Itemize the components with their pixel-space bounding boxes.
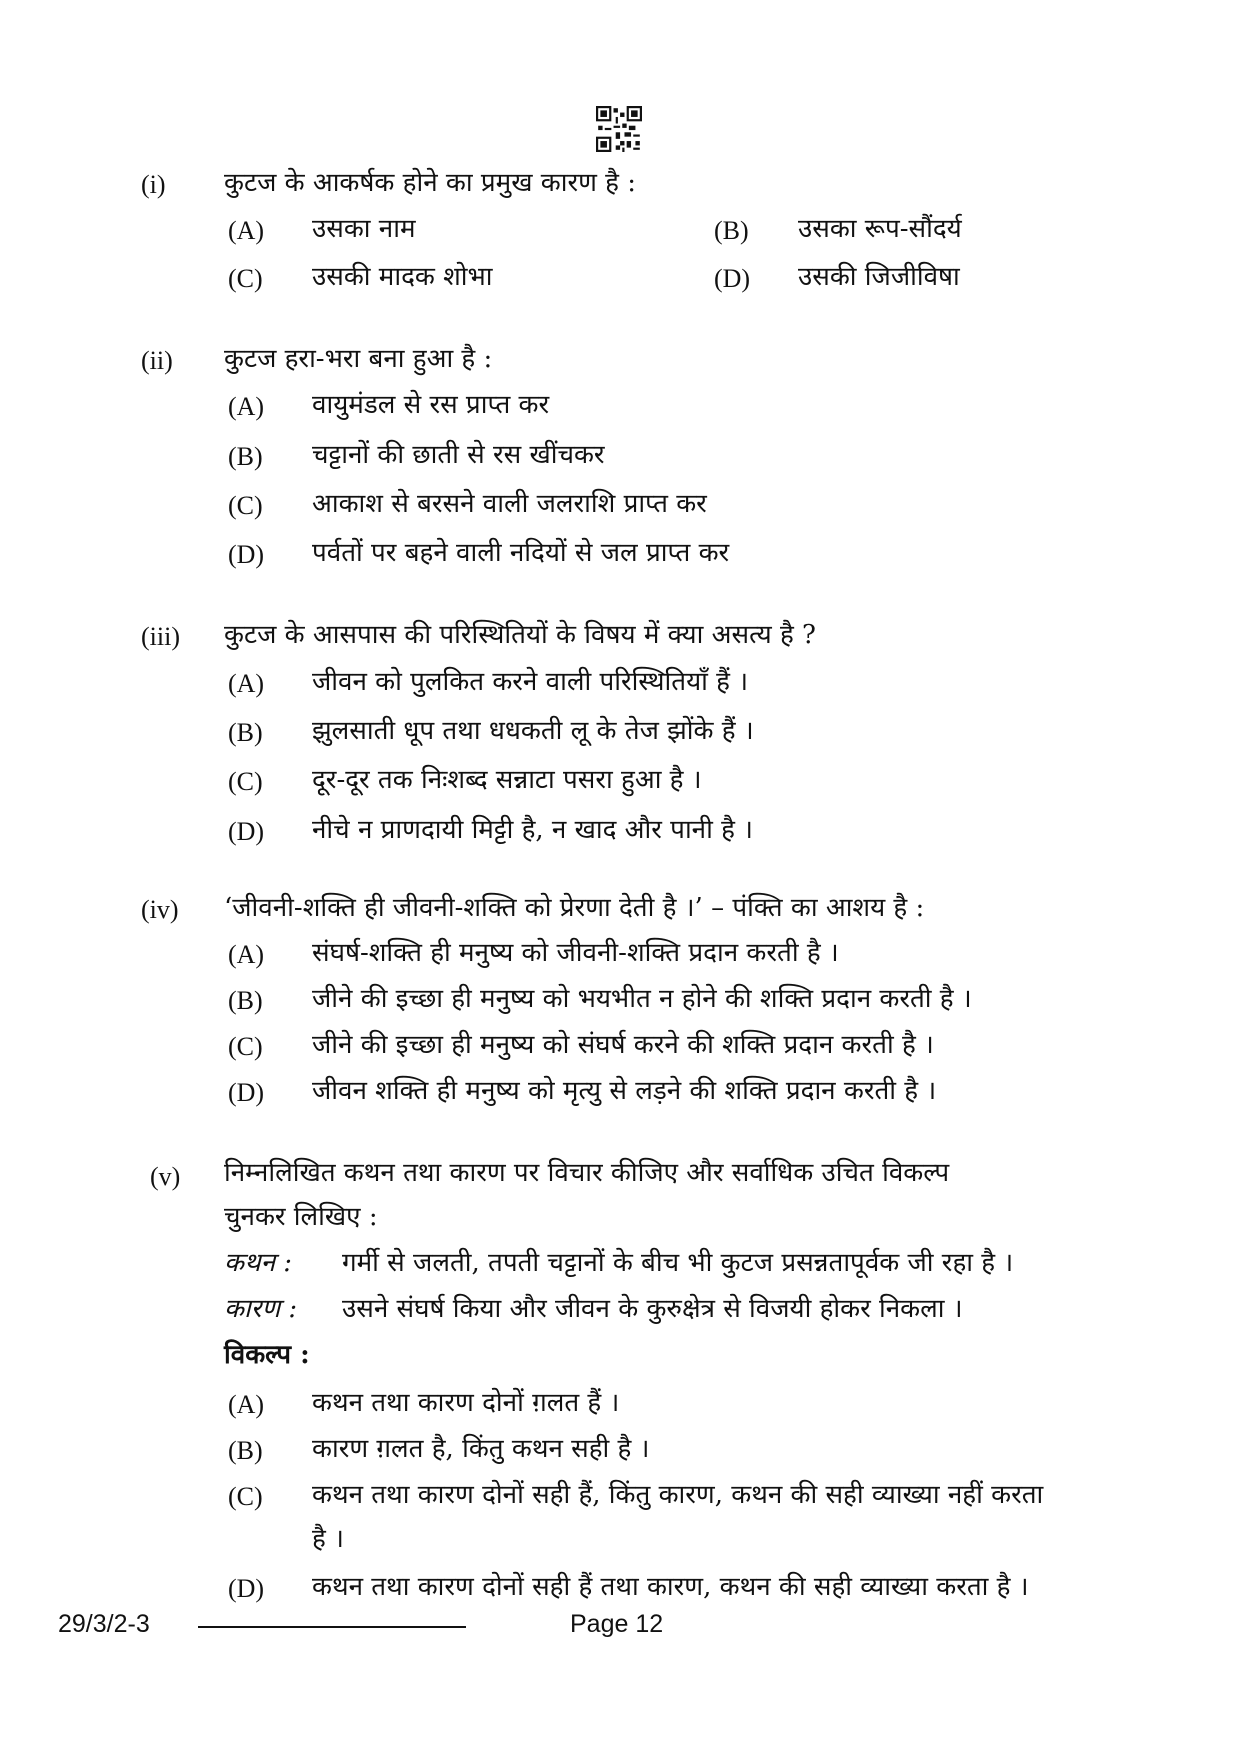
question-number: (iv) <box>141 895 179 924</box>
option-label: (C) <box>228 1032 263 1061</box>
question-number: (iii) <box>141 622 180 651</box>
question-number: (v) <box>150 1162 181 1191</box>
reason-label: कारण : <box>224 1294 298 1324</box>
paper-code: 29/3/2-3 <box>58 1610 150 1638</box>
option-label: (A) <box>228 216 265 245</box>
option-text: कथन तथा कारण दोनों सही हैं तथा कारण, कथन की सही व्याख्या करता है । <box>312 1572 1029 1602</box>
option-text: संघर्ष-शक्ति ही मनुष्य को जीवनी-शक्ति प्रदान करती है । <box>312 938 839 968</box>
option-label: (B) <box>714 216 749 245</box>
footer-divider <box>198 1626 466 1628</box>
option-label: (A) <box>228 940 265 969</box>
question-number: (ii) <box>141 346 173 375</box>
option-text: जीवन को पुलकित करने वाली परिस्थितियाँ हैं । <box>312 667 749 697</box>
option-text: नीचे न प्राणदायी मिट्टी है, न खाद और पानी है । <box>312 815 754 845</box>
assertion-label: कथन : <box>224 1248 293 1278</box>
option-label: (B) <box>228 986 263 1015</box>
question-number: (i) <box>141 170 166 199</box>
option-label: (C) <box>228 491 263 520</box>
option-label: (A) <box>228 392 265 421</box>
option-text: कारण ग़लत है, किंतु कथन सही है । <box>312 1434 650 1464</box>
option-label: (A) <box>228 669 265 698</box>
option-text-continuation: है । <box>312 1524 344 1554</box>
option-label: (D) <box>228 817 265 846</box>
option-label: (C) <box>228 1482 263 1511</box>
options-heading: विकल्प : <box>224 1340 310 1370</box>
option-text: उसका रूप-सौंदर्य <box>798 214 962 244</box>
option-text: उसका नाम <box>312 214 416 244</box>
question-stem: कुटज के आसपास की परिस्थितियों के विषय में क्या असत्य है ? <box>224 620 816 650</box>
option-label: (B) <box>228 718 263 747</box>
reason-text: उसने संघर्ष किया और जीवन के कुरुक्षेत्र से विजयी होकर निकला । <box>342 1294 963 1324</box>
option-label: (D) <box>714 264 751 293</box>
option-text: जीने की इच्छा ही मनुष्य को भयभीत न होने की शक्ति प्रदान करती है । <box>312 984 972 1014</box>
option-label: (B) <box>228 442 263 471</box>
option-text: कथन तथा कारण दोनों सही हैं, किंतु कारण, कथन की सही व्याख्या नहीं करता <box>312 1480 1044 1510</box>
option-label: (B) <box>228 1436 263 1465</box>
option-text: कथन तथा कारण दोनों ग़लत हैं । <box>312 1388 620 1418</box>
option-text: वायुमंडल से रस प्राप्त कर <box>312 390 550 420</box>
page-number: Page 12 <box>570 1610 664 1638</box>
question-stem-line1: निम्नलिखित कथन तथा कारण पर विचार कीजिए और सर्वाधिक उचित विकल्प <box>224 1158 950 1188</box>
question-stem-line2: चुनकर लिखिए : <box>224 1202 378 1232</box>
option-text: दूर-दूर तक निःशब्द सन्नाटा पसरा हुआ है । <box>312 765 702 795</box>
option-label: (D) <box>228 1574 265 1603</box>
option-text: आकाश से बरसने वाली जलराशि प्राप्त कर <box>312 489 707 519</box>
option-text: चट्टानों की छाती से रस खींचकर <box>312 440 605 470</box>
option-text: जीवन शक्ति ही मनुष्य को मृत्यु से लड़ने की शक्ति प्रदान करती है । <box>312 1076 937 1106</box>
option-text: उसकी जिजीविषा <box>798 262 960 292</box>
qr-code-icon <box>596 106 642 152</box>
option-label: (D) <box>228 540 265 569</box>
option-text: जीने की इच्छा ही मनुष्य को संघर्ष करने की शक्ति प्रदान करती है । <box>312 1030 934 1060</box>
question-stem: ‘जीवनी-शक्ति ही जीवनी-शक्ति को प्रेरणा देती है ।’ – पंक्ति का आशय है : <box>224 893 925 923</box>
option-label: (A) <box>228 1390 265 1419</box>
option-text: उसकी मादक शोभा <box>312 262 493 292</box>
question-stem: कुटज के आकर्षक होने का प्रमुख कारण है : <box>224 168 636 198</box>
option-label: (C) <box>228 264 263 293</box>
assertion-text: गर्मी से जलती, तपती चट्टानों के बीच भी कुटज प्रसन्नतापूर्वक जी रहा है । <box>342 1248 1014 1278</box>
option-label: (D) <box>228 1078 265 1107</box>
option-text: पर्वतों पर बहने वाली नदियों से जल प्राप्त कर <box>312 538 730 568</box>
question-stem: कुटज हरा-भरा बना हुआ है : <box>224 344 493 374</box>
option-text: झुलसाती धूप तथा धधकती लू के तेज झोंके हैं । <box>312 716 754 746</box>
option-label: (C) <box>228 767 263 796</box>
